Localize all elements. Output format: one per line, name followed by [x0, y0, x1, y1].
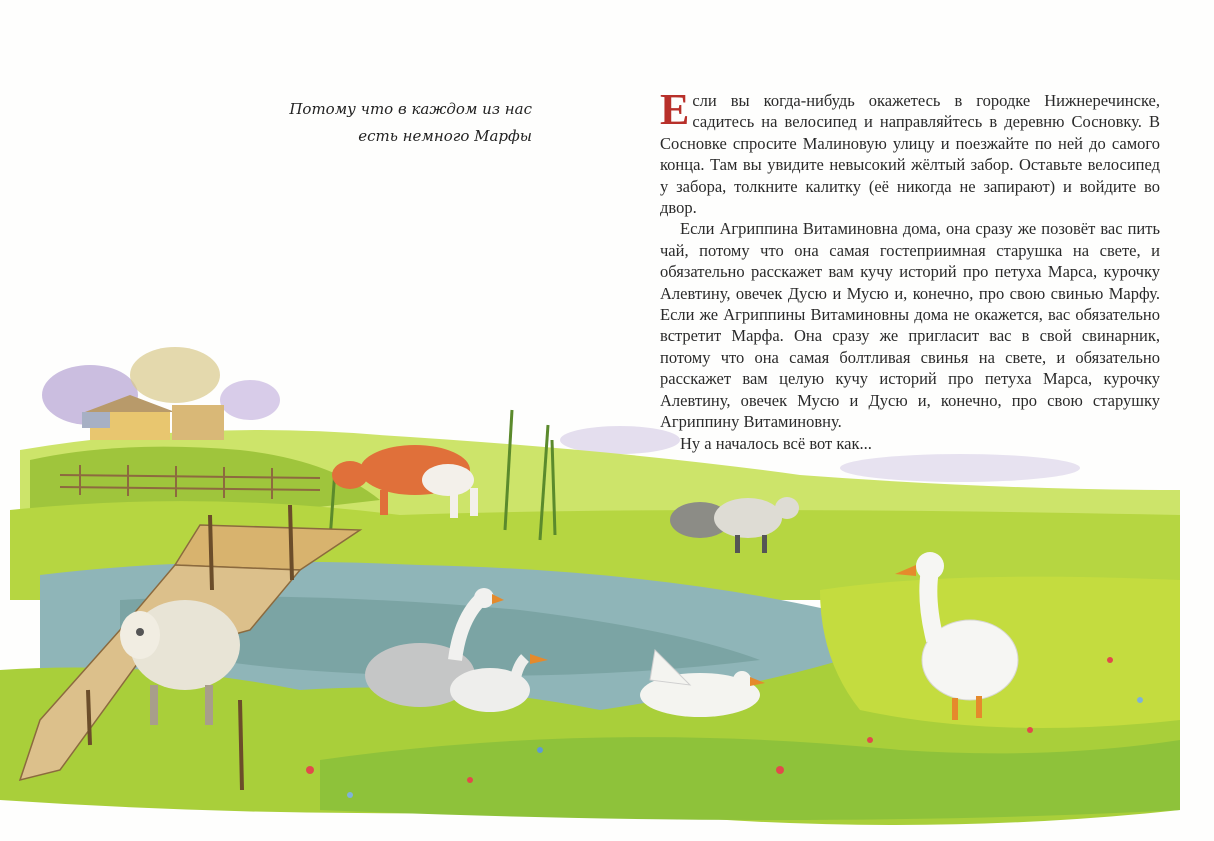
epigraph: [250, 96, 532, 150]
distant-tree: [220, 380, 280, 420]
story-paragraph: Ну а началось всё вот как...: [680, 433, 872, 453]
distant-cloud: [840, 454, 1080, 482]
story-paragraph: Если Агриппина Витаминовна дома, она сразу же позовёт вас пить чай, потому что она самая гостеприимная старушка на свете, и обязательно расскажет вам кучу историй про петуха Марса, курочку Алевтину, овечек Дусю и Мусю и, конечно, про свою свинью Марфу. Если же Агриппины Витаминовны дома не окажется, вас обязательно встретит Марфа. Она сразу же пригласит вас в свой свинарник, потому что она самая болтливая свинья на свете, и обязательно расскажет вам целую кучу историй про петуха Марса, курочку Алевтину, овечек Мусю и Дусю и, конечно, про свою старушку Агриппину Витаминовну.: [660, 219, 1160, 432]
house: [82, 412, 110, 428]
house: [172, 405, 224, 440]
farm-illustration: [0, 340, 1214, 841]
story-paragraph-text: сли вы когда-нибудь окажетесь в городке Нижнеречинске, садитесь на велосипед и направляйтесь в деревню Сосновку. В Сосновке спросите Малиновую улицу и поезжайте по ней до самого конца. Там вы увидите невысокий жёлтый забор. Оставьте велосипед у забора, толкните калитку (её никогда не запирают) и войдите во двор.: [660, 91, 1160, 218]
drop-cap: Е: [660, 85, 690, 134]
farm-scene-svg: [0, 340, 1214, 841]
epigraph-line: Потому что в каждом из нас: [289, 100, 532, 118]
distant-tree: [130, 347, 220, 403]
distant-cloud: [560, 426, 680, 454]
epigraph-line: есть немного Марфы: [358, 127, 532, 145]
story-paragraph: [660, 85, 1160, 218]
